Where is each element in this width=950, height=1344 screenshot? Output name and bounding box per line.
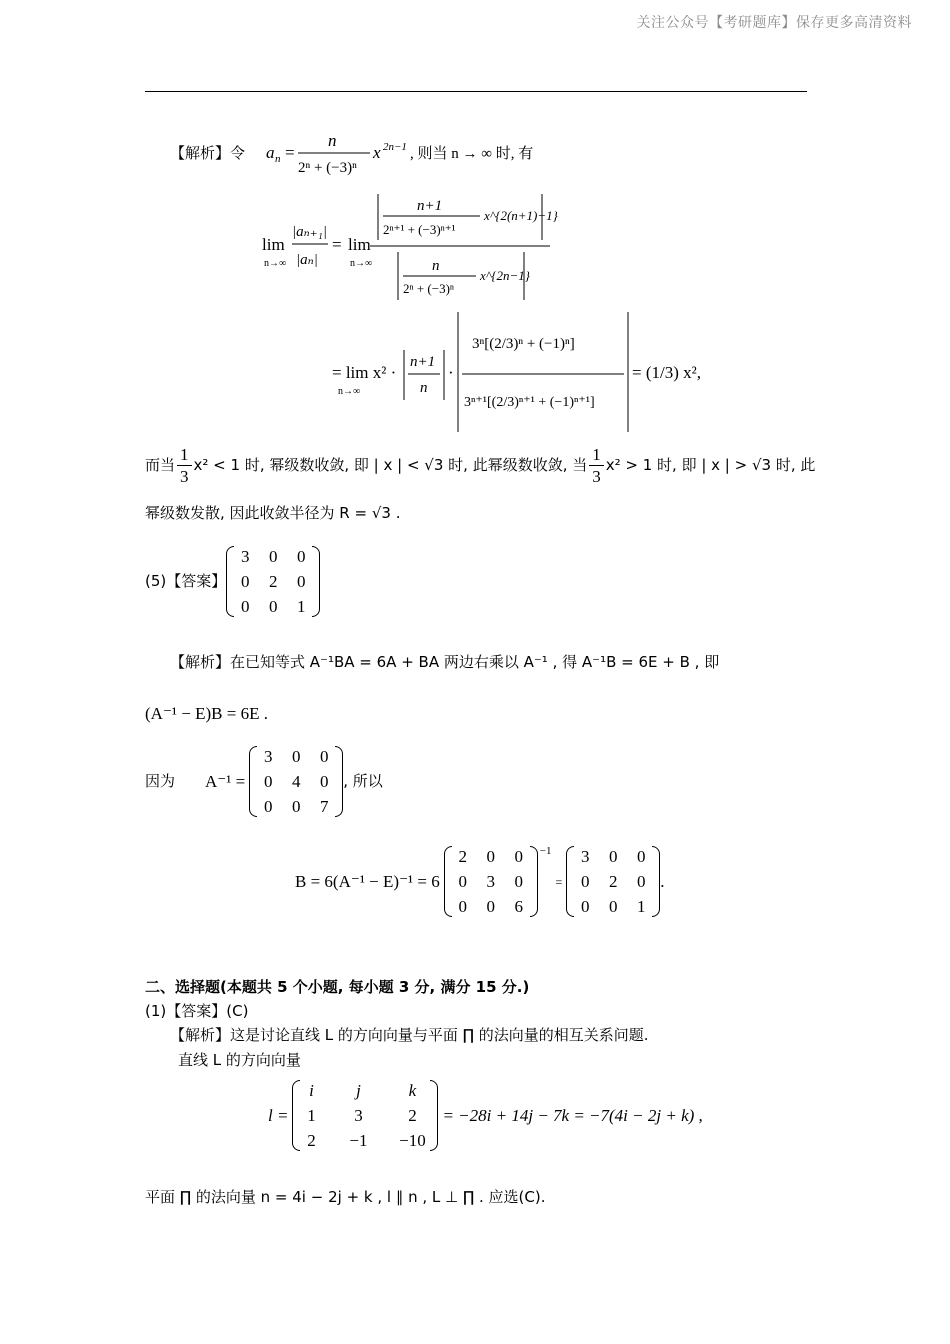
q5-b-lhs: B = 6(A⁻¹ − E)⁻¹ = 6 xyxy=(295,872,440,891)
q4-convergence-line-2: 幂级数发散, 因此收敛半径为 R = √3 . xyxy=(145,504,401,522)
q5-b-mid-exp: −1 xyxy=(539,845,552,857)
q5-eq2: (A⁻¹ − E)B = 6E . xyxy=(145,704,268,723)
matrix-cell: 0 xyxy=(241,597,250,616)
q4-lim-1: lim xyxy=(262,235,285,254)
matrix-cell: 0 xyxy=(269,597,278,616)
q5-answer-line xyxy=(145,546,320,617)
section2-final-line: 平面 ∏ 的法向量 n = 4i − 2j + k , l ∥ n , L ⊥ ∏ . 应选(C). xyxy=(145,1188,546,1206)
q4-conv-a: 而当 xyxy=(145,456,176,474)
q4-conv-c: x² > 1 时, 即 | x | > √3 时, 此 xyxy=(605,456,816,474)
q5-analysis-label: 【解析】 xyxy=(170,653,231,671)
q4-conv-frac-1-num: 1 xyxy=(180,445,189,464)
q4-def-sub: n xyxy=(275,153,281,165)
matrix-cell: 2 xyxy=(608,872,618,891)
matrix-cell: 1 xyxy=(636,897,646,916)
q4-def-eq: = xyxy=(285,143,295,162)
matrix-cell: 1 xyxy=(307,1106,316,1125)
q4-step2-inner-num: 3ⁿ[(2/3)ⁿ + (−1)ⁿ] xyxy=(472,336,575,352)
matrix-cell: 2 xyxy=(269,572,278,591)
q4-def-lhs: a xyxy=(266,143,275,162)
matrix-cell: 0 xyxy=(458,872,467,891)
section2-det-result: = −28i + 14j − 7k = −7(4i − 2j + k) , xyxy=(442,1106,703,1125)
section2-q1-analysis: 【解析】这是讨论直线 L 的方向向量与平面 ∏ 的法向量的相互关系问题. xyxy=(170,1026,649,1044)
q4-conv-frac-1 xyxy=(177,446,192,485)
matrix-cell: 0 xyxy=(263,797,273,816)
matrix-cell: 0 xyxy=(636,847,646,866)
q4-conv-frac-2 xyxy=(589,446,604,485)
matrix-cell: j xyxy=(356,1081,361,1100)
q5-answer-matrix xyxy=(226,546,320,617)
matrix-cell: 3 xyxy=(580,847,590,866)
q4-def-exp: 2n−1 xyxy=(383,141,407,153)
matrix-cell: 0 xyxy=(241,572,250,591)
q5-ainv-line xyxy=(145,746,383,817)
q4-step2-inner-den: 3ⁿ⁺¹[(2/3)ⁿ⁺¹ + (−1)ⁿ⁺¹] xyxy=(464,395,595,410)
matrix-cell: 0 xyxy=(514,847,523,866)
q4-definition-formula xyxy=(170,128,590,178)
matrix-cell: 0 xyxy=(608,897,618,916)
q5-b-result-matrix xyxy=(566,846,660,917)
matrix-cell: k xyxy=(408,1081,417,1100)
watermark: 关注公众号【考研题库】保存更多高清资料 xyxy=(636,15,912,31)
matrix-cell: 0 xyxy=(319,747,329,766)
q5-because: 因为 xyxy=(145,772,176,790)
matrix-cell: −1 xyxy=(349,1131,368,1150)
q4-lim-sub-3: n→∞ xyxy=(338,386,361,397)
q4-step2-frac-den: n xyxy=(420,380,428,396)
q5-ainv-lhs: A⁻¹ = xyxy=(205,772,246,791)
q4-label: 【解析】令 xyxy=(170,146,246,162)
q4-conv-frac-2-num: 1 xyxy=(592,445,601,464)
q4-step2-prefix: = lim x² · xyxy=(332,363,397,382)
section2-det-line xyxy=(268,1080,703,1151)
q4-step2-result: = (1/3) x², xyxy=(632,363,701,382)
q4-def-den: 2ⁿ + (−3)ⁿ xyxy=(298,160,357,176)
q5-analysis-text: 在已知等式 A⁻¹BA = 6A + BA 两边右乘以 A⁻¹ , 得 A⁻¹B = 6E + B , 即 xyxy=(230,653,720,671)
q5-answer-label: (5)【答案】 xyxy=(145,572,227,590)
q4-def-pow: x xyxy=(373,143,381,162)
q5-ainv-matrix xyxy=(249,746,343,817)
section2-title: 二、选择题(本题共 5 个小题, 每小题 3 分, 满分 15 分.) xyxy=(145,978,530,996)
q4-lim-sub-2: n→∞ xyxy=(350,258,373,269)
q4-big-den-num: n xyxy=(432,258,440,274)
matrix-cell: 0 xyxy=(319,772,329,791)
matrix-cell: 2 xyxy=(408,1106,417,1125)
matrix-cell: 6 xyxy=(514,897,523,916)
q4-big-num-den: 2ⁿ⁺¹ + (−3)ⁿ⁺¹ xyxy=(383,222,456,237)
matrix-cell: 0 xyxy=(291,797,301,816)
q4-big-den-pow: x^{2n−1} xyxy=(480,268,530,283)
q4-ratio-num: |aₙ₊₁| xyxy=(292,224,327,240)
matrix-cell: 0 xyxy=(263,772,273,791)
matrix-cell: i xyxy=(309,1081,314,1100)
matrix-cell: 2 xyxy=(307,1131,316,1150)
q4-step2-dot: · xyxy=(448,363,454,382)
matrix-cell: 4 xyxy=(291,772,301,791)
q4-limit-step1 xyxy=(262,190,562,308)
matrix-cell: 0 xyxy=(458,897,467,916)
matrix-cell: 0 xyxy=(580,897,590,916)
q4-limit-step2-formula xyxy=(332,310,702,435)
q4-limit-step2 xyxy=(332,310,702,438)
q4-convergence-line xyxy=(145,446,815,485)
header-rule xyxy=(145,91,807,92)
matrix-cell: 0 xyxy=(297,547,306,566)
q4-ratio-den: |aₙ| xyxy=(296,252,318,268)
q4-step2-frac-num: n+1 xyxy=(410,354,436,370)
matrix-cell: 0 xyxy=(269,547,278,566)
matrix-cell: 0 xyxy=(486,847,495,866)
matrix-cell: 1 xyxy=(297,597,306,616)
q4-tail: , 则当 n → ∞ 时, 有 xyxy=(410,146,534,162)
matrix-cell: −10 xyxy=(399,1131,426,1150)
matrix-cell: 3 xyxy=(241,547,250,566)
q4-lim-sub-1: n→∞ xyxy=(264,258,287,269)
matrix-cell: 3 xyxy=(263,747,273,766)
q5-b-end: . xyxy=(660,872,665,891)
matrix-cell: 0 xyxy=(608,847,618,866)
q4-limit-step1-formula xyxy=(262,190,562,305)
section2-det-lhs: l = xyxy=(268,1106,289,1125)
q5-b-eq: = xyxy=(555,874,563,889)
matrix-cell: 0 xyxy=(636,872,646,891)
matrix-cell: 0 xyxy=(486,897,495,916)
q4-big-num-pow: x^{2(n+1)−1} xyxy=(484,208,558,223)
matrix-cell: 3 xyxy=(486,872,495,891)
matrix-cell: 3 xyxy=(354,1106,363,1125)
q5-analysis-line xyxy=(170,655,719,670)
q4-conv-b: x² < 1 时, 幂级数收敛, 即 | x | < √3 时, 此幂级数收敛, 当 xyxy=(193,456,588,474)
q5-b-mid-matrix xyxy=(444,846,538,917)
matrix-cell: 0 xyxy=(580,872,590,891)
matrix-cell: 2 xyxy=(458,847,467,866)
section2-q1-answer: (1)【答案】(C) xyxy=(145,1002,249,1020)
q5-b-line xyxy=(295,846,664,917)
section2-dir-vec-label: 直线 L 的方向向量 xyxy=(178,1051,301,1069)
section2-det-matrix xyxy=(292,1080,438,1151)
matrix-cell: 7 xyxy=(319,797,329,816)
q4-def-num: n xyxy=(328,131,337,150)
q4-lim-2: lim xyxy=(348,235,371,254)
matrix-cell: 0 xyxy=(514,872,523,891)
q4-big-den-den: 2ⁿ + (−3)ⁿ xyxy=(403,281,455,296)
q4-conv-frac-2-den: 3 xyxy=(589,465,604,485)
q5-so: , 所以 xyxy=(343,772,383,790)
q4-conv-frac-1-den: 3 xyxy=(177,465,192,485)
q4-big-num-num: n+1 xyxy=(417,198,443,214)
q4-ratio-eq: = xyxy=(332,235,342,254)
matrix-cell: 0 xyxy=(297,572,306,591)
q4-definition-line xyxy=(170,128,590,181)
matrix-cell: 0 xyxy=(291,747,301,766)
